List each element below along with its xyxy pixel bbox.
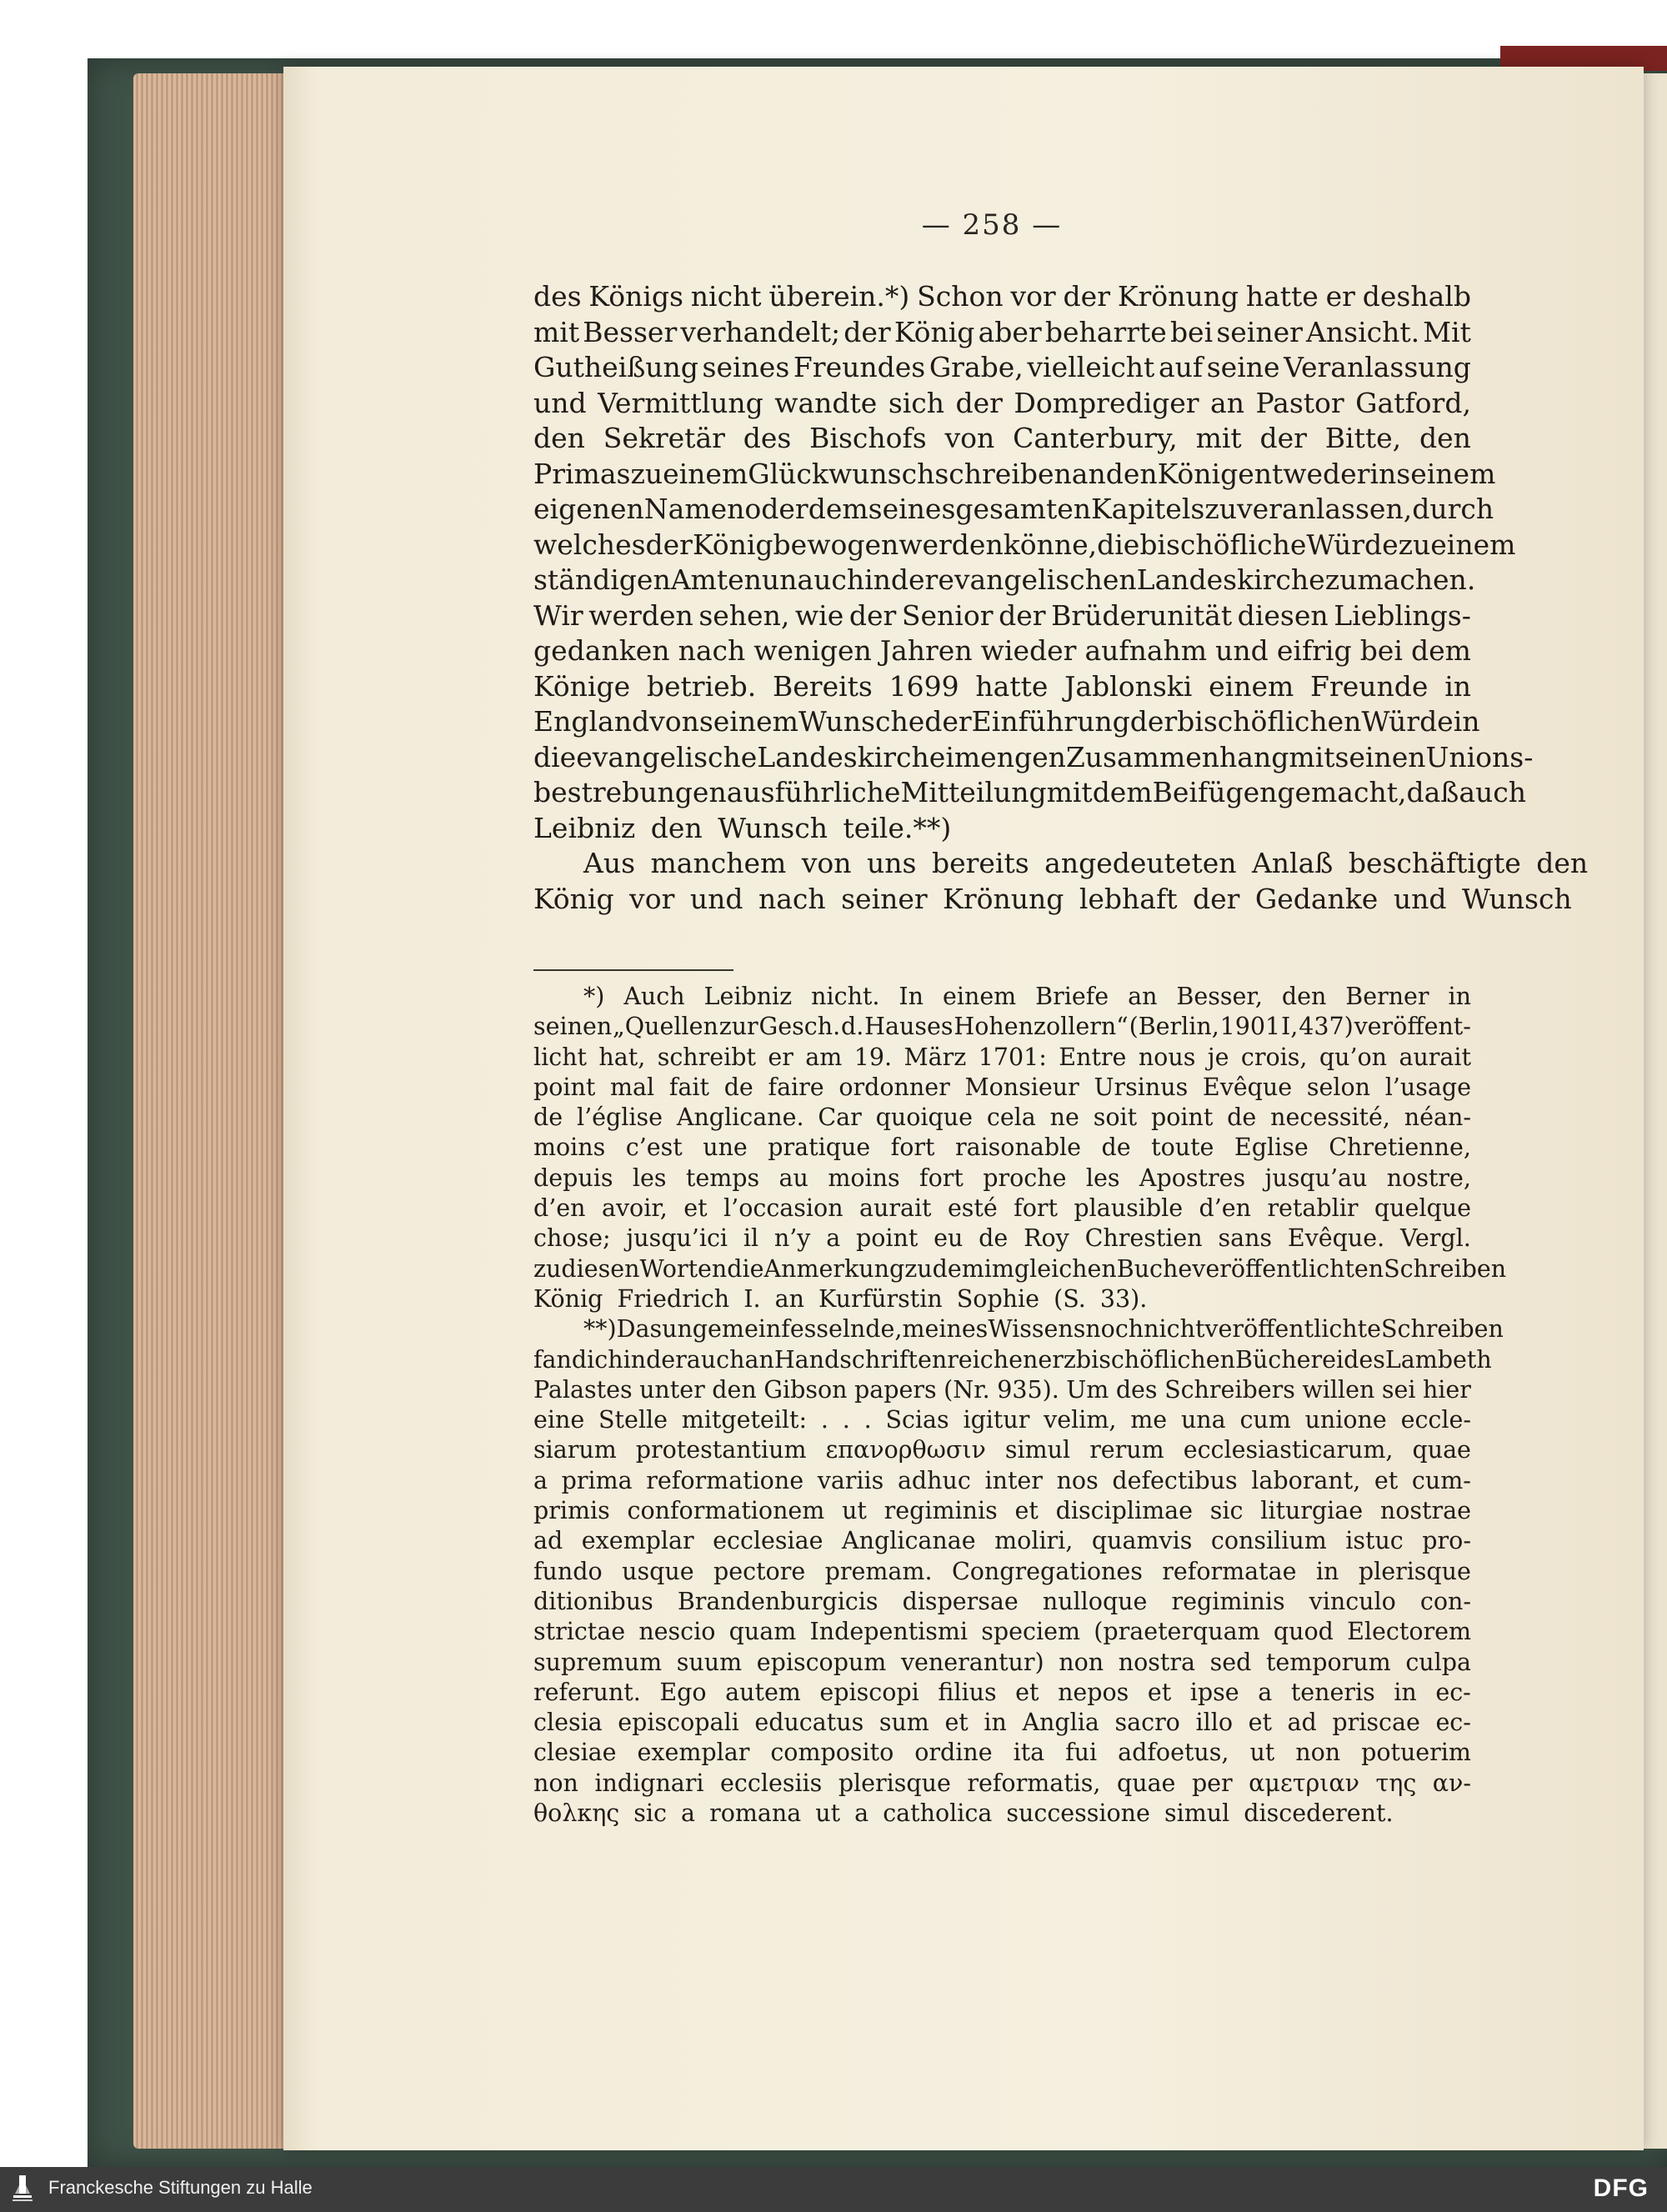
body-line: mit Besser verhandelt; der König aber beharrte bei seiner Ansicht. Mit (533, 315, 1471, 348)
body-line: bestrebungen ausführliche Mitteilung mit dem Beifügen gemacht, daß auch (533, 776, 1526, 808)
body-line: ständigen Amte nun auch in der evangelischen Landeskirche zu machen. (533, 563, 1476, 596)
page-number: — 258 — (921, 208, 1063, 242)
body-line: England von seinem Wunsche der Einführung der bischöflichen Würde in (533, 705, 1480, 738)
footnote-line: seinen „Quellen zur Gesch. d. Hauses Hohenzollern“ (Berlin, 1901 I, 437) veröffent- (533, 1013, 1471, 1041)
footer-institution-name: Franckesche Stiftungen zu Halle (48, 2177, 313, 2198)
body-line: Könige betrieb. Bereits 1699 hatte Jablonski einem Freunde in (533, 669, 1471, 703)
body-line: Gutheißung seines Freundes Grabe, vielleicht auf seine Veranlassung (533, 351, 1471, 383)
footnote-divider (533, 969, 733, 971)
footnote-line: supremum suum episcopum venerantur) non nostra sed temporum culpa (533, 1648, 1471, 1676)
footnote-line: ad exemplar ecclesiae Anglicanae moliri, quamvis consilium istuc pro- (533, 1527, 1471, 1555)
page-edges (133, 73, 292, 2149)
footnote-line: clesia episcopali educatus sum et in Anglia sacro illo et ad priscae ec- (533, 1709, 1471, 1737)
footnote-line: θολκης sic a romana ut a catholica successione simul discederent. (533, 1799, 1394, 1828)
footnote-line: moins c’est une pratique fort raisonable de toute Eglise Chretienne, (533, 1134, 1471, 1162)
footnotes (533, 982, 1507, 1829)
footnote-line: Palastes unter den Gibson papers (Nr. 935). Um des Schreibers willen sei hier (533, 1375, 1471, 1404)
body-line: und Vermittlung wandte sich der Domprediger an Pastor Gatford, (533, 386, 1471, 419)
footnote-line: referunt. Ego autem episcopi filius et nepos et ipse a teneris in ec- (533, 1678, 1471, 1706)
footnote-line: point mal fait de faire ordonner Monsieur Ursinus Evêque selon l’usage (533, 1073, 1471, 1101)
footnote-line: clesiae exemplar composito ordine ita fui adfoetus, ut non potuerim (533, 1739, 1471, 1767)
body-text (533, 279, 1589, 917)
footnote-line: de l’église Anglicane. Car quoique cela ne soit point de necessité, néan- (533, 1103, 1471, 1132)
footnote-line: chose; jusqu’ici il n’y a point eu de Roy Chrestien sans Evêque. Vergl. (533, 1224, 1471, 1253)
footnote-line: zu diesen Worten die Anmerkung zu dem im gleichen Buche veröffentlichten Schreiben (533, 1254, 1507, 1283)
dfg-logo: DFG (1593, 2174, 1649, 2202)
body-line: Primas zu einem Glückwunschschreiben an den König entweder in seinem (533, 457, 1496, 490)
facing-page-edge (1644, 73, 1667, 2149)
footnote-line: ditionibus Brandenburgicis dispersae nulloque regiminis vinculo con- (533, 1587, 1471, 1615)
body-line: Aus manchem von uns bereits angedeuteten Anlaß beschäftigte den (583, 847, 1589, 879)
footnote-line: strictae nescio quam Indepentismi speciem (praeterquam quod Electorem (533, 1618, 1471, 1646)
footnote-line: non indignari ecclesiis plerisque reformatis, quae per αμετριαν της αν- (533, 1769, 1471, 1797)
footnote-line: primis conformationem ut regiminis et disciplimae sic liturgiae nostrae (533, 1497, 1471, 1525)
footnote-line: licht hat, schreibt er am 19. März 1701: Entre nous je crois, qu’on aurait (533, 1043, 1471, 1071)
body-line: Leibniz den Wunsch teile.**) (533, 811, 952, 844)
footnote-line: eine Stelle mitgeteilt: . . . Scias igitur velim, me una cum unione eccle- (533, 1406, 1471, 1434)
body-line: die evangelische Landeskirche im engen Zusammenhang mit seinen Unions- (533, 740, 1534, 773)
footnote-line: *) Auch Leibniz nicht. In einem Briefe an Besser, den Berner in (583, 983, 1471, 1010)
footnote-line: d’en avoir, et l’occasion aurait esté fort plausible d’en retablir quelque (533, 1194, 1471, 1223)
footnote-line: a prima reformatione variis adhuc inter nos defectibus laborant, et cum- (533, 1466, 1471, 1494)
body-line: welches der König bewogen werden könne, die bischöfliche Würde zu einem (533, 528, 1516, 561)
footnote-line: fand ich in der auch an Handschriften reichen erzbischöflichen Bücherei des Lambeth (533, 1345, 1492, 1374)
footnote-line: fundo usque pectore premam. Congregationes reformatae in plerisque (533, 1557, 1471, 1585)
footnote-line: **) Das ungemein fesselnde, meines Wissens noch nicht veröffentlichte Schreiben (583, 1315, 1504, 1344)
body-line: den Sekretär des Bischofs von Canterbury, mit der Bitte, den (533, 422, 1471, 454)
body-line: gedanken nach wenigen Jahren wieder aufnahm und eifrig bei dem (533, 634, 1471, 667)
footnote-line: König Friedrich I. an Kurfürstin Sophie (S. 33). (533, 1284, 1148, 1313)
institution-logo-icon (10, 2174, 35, 2205)
viewer-footer (0, 2167, 1667, 2212)
body-line: Wir werden sehen, wie der Senior der Brüderunität diesen Lieblings- (533, 598, 1471, 632)
body-line: eigenen Namen oder dem seines gesamten Kapitels zu veranlassen, durch (533, 493, 1494, 525)
body-line: des Königs nicht überein.*) Schon vor der Krönung hatte er deshalb (533, 280, 1471, 313)
body-line: König vor und nach seiner Krönung lebhaft der Gedanke und Wunsch (533, 882, 1572, 915)
footnote-line: depuis les temps au moins fort proche les Apostres jusqu’au nostre, (533, 1164, 1471, 1192)
footnote-line: siarum protestantium επανορθωσιν simul rerum ecclesiasticarum, quae (533, 1436, 1471, 1464)
